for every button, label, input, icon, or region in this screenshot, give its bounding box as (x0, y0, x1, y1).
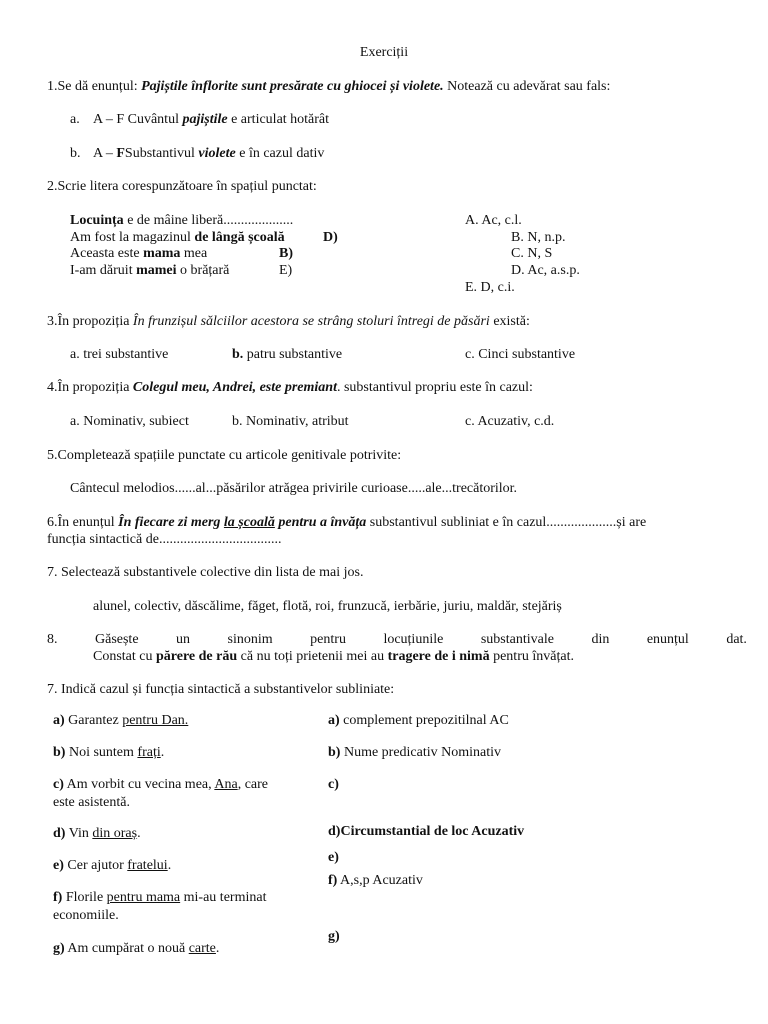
q2-l3-rest: mea (180, 246, 208, 261)
q7b-right-c (328, 777, 339, 793)
q4-option-b: b. Nominativ, atribut (232, 414, 349, 429)
item-underlined: pentru Dan. (122, 713, 189, 728)
item-label: f) (328, 873, 338, 888)
q3-prefix: 3.În propoziția (47, 314, 133, 329)
q3-option-a: a. trei substantive (70, 347, 169, 362)
q2-l4-pre: I-am dăruit (70, 263, 137, 278)
q1-sentence: Pajiștile înflorite sunt presărate cu ghiocei și violete. (141, 79, 444, 94)
item-text: A,s,p Acuzativ (337, 873, 423, 888)
q2-l3-pre: Aceasta este (70, 246, 144, 261)
item-pre: Cer ajutor (63, 858, 128, 873)
item-underlined: frați (137, 745, 161, 760)
q7b-right-f (328, 873, 423, 889)
q7b-right-e (328, 850, 339, 866)
q2-option-e: E. D, c.i. (465, 280, 515, 295)
q1-prompt (47, 79, 610, 95)
q7a-prompt: 7. Selectează substantivele colective din lista de mai jos. (47, 565, 364, 580)
q5-line: Cântecul melodios......al...păsărilor atrăgea privirile curioase.....ale...trecătorilor. (70, 481, 518, 496)
item-underlined: pentru mama (106, 890, 181, 905)
item-label: c) (328, 777, 339, 792)
q2-line-2 (70, 230, 285, 246)
q8-word: pentru (310, 632, 346, 647)
item-pre: Vin (65, 826, 93, 841)
q2-option-b: B. N, n.p. (511, 230, 566, 245)
q2-prompt: 2.Scrie litera corespunzătoare în spațiul punctat: (47, 179, 317, 194)
q8-sentence (93, 649, 574, 665)
item-underlined: din oraș (92, 826, 138, 841)
q1-suffix: Notează cu adevărat sau fals: (443, 79, 611, 94)
q7b-right-a (328, 713, 509, 729)
page-title: Exerciții (359, 45, 409, 60)
q8-word: sinonim (227, 632, 273, 647)
q7b-left-c-line2: este asistentă. (53, 795, 130, 810)
q7b-left-g (53, 941, 219, 957)
q4-suffix: . substantivul propriu este în cazul: (336, 380, 533, 395)
q1-b-marker: b. (70, 146, 81, 161)
item-label: e) (53, 858, 64, 873)
q3-option-c: c. Cinci substantive (465, 347, 576, 362)
q8-word: enunțul (646, 632, 689, 647)
q7b-left-a (53, 713, 188, 729)
q8-l2-b: părere de rău (156, 649, 238, 664)
q4-prompt (47, 380, 533, 396)
item-label: b) (53, 745, 66, 760)
q1-b-suffix: e în cazul dativ (235, 146, 325, 161)
q7b-left-d (53, 826, 141, 842)
q4-prefix: 4.În propoziția (47, 380, 133, 395)
q7b-left-c (53, 777, 315, 793)
item-label: f) (53, 890, 63, 905)
q1-item-a-text (93, 112, 329, 128)
q1-b-prefix: A – (93, 146, 117, 161)
q1-a-word: pajiștile (182, 112, 228, 127)
q8-word: substantivale (480, 632, 554, 647)
q1-prefix: 1.Se dă enunțul: (47, 79, 142, 94)
q1-item-b (70, 146, 81, 162)
q2-l3-answer: B) (279, 246, 293, 261)
q2-line-3 (70, 246, 207, 262)
q7b-left-f (53, 890, 266, 906)
q7b-right-b (328, 745, 501, 761)
item-post: . (137, 826, 141, 841)
item-label: e) (328, 850, 339, 865)
q3-option-b (232, 347, 342, 363)
item-pre: Noi suntem (65, 745, 138, 760)
item-label: a) (328, 713, 340, 728)
q6-prefix: 6.În enunțul (47, 515, 119, 530)
item-post: . (215, 941, 220, 956)
q8-word: 8. (47, 632, 58, 647)
q8-l2-c: că nu toți prietenii mei au (237, 649, 388, 664)
item-text: complement prepozitilnal AC (339, 713, 509, 728)
q7b-left-e (53, 858, 171, 874)
q1-b-mid: Substantivul (124, 146, 199, 161)
item-pre: Florile (62, 890, 107, 905)
q3-suffix: există: (489, 314, 530, 329)
item-label: g) (328, 929, 340, 944)
q7b-left-b (53, 745, 164, 761)
q8-l2-a: Constat cu (93, 649, 156, 664)
q2-option-c: C. N, S (511, 246, 553, 261)
item-post: , care (237, 777, 268, 792)
item-pre: Garantez (64, 713, 123, 728)
q2-l4-rest: o brățară (176, 263, 230, 278)
q6-prompt (47, 515, 646, 531)
q2-l2-bold: de lângă școală (194, 230, 285, 245)
q6-line-2: funcția sintactică de................................... (47, 532, 282, 547)
item-pre: Am cumpărat o nouă (64, 941, 189, 956)
q3-prompt (47, 314, 530, 330)
q7b-left-f-line2: economiile. (53, 908, 119, 923)
q4-option-a: a. Nominativ, subiect (70, 414, 189, 429)
q5-prompt: 5.Completează spațiile punctate cu articole genitivale potrivite: (47, 448, 402, 463)
item-label: a) (53, 713, 65, 728)
q7b-right-g (328, 929, 340, 945)
q6-suffix: substantivul subliniat e în cazul....................și are (366, 515, 647, 530)
q2-l4-answer: E) (279, 263, 293, 278)
q1-item-a (70, 112, 80, 128)
item-underlined: carte (188, 941, 216, 956)
q2-l2-answer: D) (323, 230, 338, 245)
q7b-right-d (328, 824, 524, 840)
q1-a-prefix: A – F Cuvântul (93, 112, 183, 127)
item-post: . (167, 858, 172, 873)
q7a-list: alunel, colectiv, dăscălime, făget, flotă, roi, frunzucă, ierbărie, juriu, maldăr, stejăriș (93, 599, 562, 614)
item-label: d) (53, 826, 66, 841)
q8-word: un (176, 632, 191, 647)
q3-sentence: În frunzișul sălciilor acestora se strâng stoluri întregi de păsări (132, 314, 490, 329)
item-text: Circumstantial de loc Acuzativ (340, 824, 525, 839)
q8-l2-d: tragere de i nimă (387, 649, 490, 664)
q6-sentence-underlined: la școală (223, 515, 275, 530)
q2-l2-pre: Am fost la magazinul (70, 230, 195, 245)
item-post: . (160, 745, 165, 760)
q6-sentence-1: În fiecare zi merg (118, 515, 224, 530)
q2-option-d: D. Ac, a.s.p. (511, 263, 580, 278)
q1-b-answer: F (116, 146, 125, 161)
item-label: b) (328, 745, 341, 760)
q1-a-marker: a. (70, 112, 80, 127)
q4-sentence: Colegul meu, Andrei, este premiant (132, 380, 337, 395)
q8-word: din (591, 632, 610, 647)
item-post: mi-au terminat (180, 890, 267, 905)
item-label: c) (53, 777, 64, 792)
q8-word: locuțiunile (383, 632, 444, 647)
q8-prompt (47, 632, 747, 648)
q8-word: dat. (726, 632, 747, 647)
q8-word: Găsește (95, 632, 139, 647)
item-underlined: Ana (214, 777, 238, 792)
q2-l1-bold: Locuința (70, 213, 124, 228)
q1-a-suffix: e articulat hotărât (227, 112, 330, 127)
item-label: g) (53, 941, 65, 956)
q2-l3-bold: mama (143, 246, 181, 261)
q6-sentence-3: pentru a învăța (274, 515, 367, 530)
q2-l1-rest: e de mâine liberă.................... (123, 213, 294, 228)
q8-l2-e: pentru învățat. (489, 649, 574, 664)
q4-option-c: c. Acuzativ, c.d. (465, 414, 555, 429)
q2-line-1 (70, 213, 293, 229)
q2-line-4 (70, 263, 229, 279)
item-label: d) (328, 824, 341, 839)
q1-item-b-text (93, 146, 324, 162)
q3-b-text: patru substantive (243, 347, 343, 362)
q2-option-a: A. Ac, c.l. (465, 213, 522, 228)
q1-b-word: violete (198, 146, 236, 161)
q2-l4-bold: mamei (136, 263, 177, 278)
item-pre: Am vorbit cu vecina mea, (63, 777, 215, 792)
q7b-prompt: 7. Indică cazul și funcția sintactică a substantivelor subliniate: (47, 682, 395, 697)
item-text: Nume predicativ Nominativ (340, 745, 502, 760)
item-underlined: fratelui (127, 858, 168, 873)
q3-b-marker: b. (232, 347, 244, 362)
